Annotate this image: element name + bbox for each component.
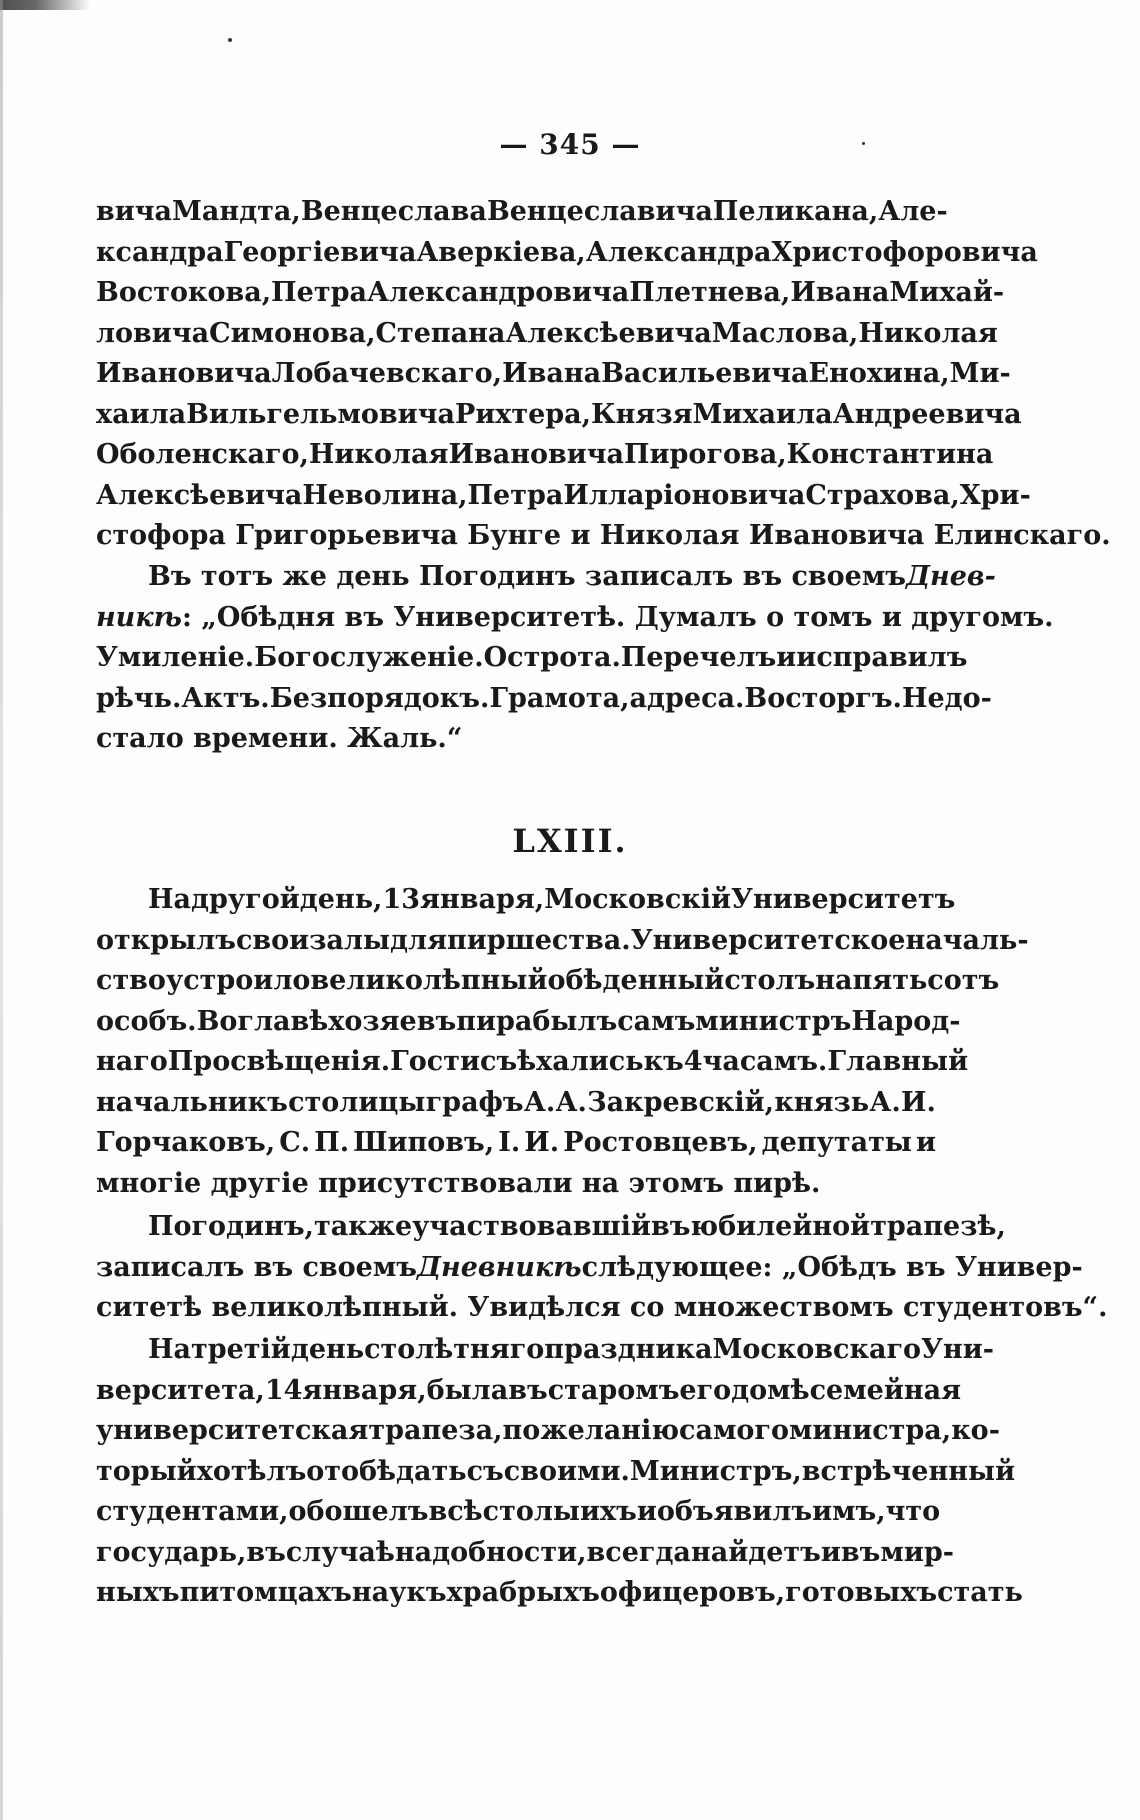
section-heading: LXIII. [512, 822, 628, 860]
word: по [502, 1415, 541, 1446]
word: Николая [858, 317, 998, 349]
word: мир- [880, 1536, 954, 1568]
word: Ростовцевъ, [563, 1127, 758, 1158]
word: съѣхались [480, 1046, 644, 1077]
word: была [426, 1374, 509, 1406]
word: Мандта, [172, 196, 301, 227]
italic-title: Дневникѣ [417, 1251, 582, 1283]
word: Рихтера, [454, 398, 592, 430]
text-line-rest: : „Обѣдня въ Университетѣ. Думалъ о томъ и другомъ. [181, 601, 1054, 633]
word: Петра [467, 479, 564, 511]
word: Васильевича [601, 358, 809, 389]
word: Не [901, 682, 945, 714]
word: Христофоровича [771, 236, 1038, 268]
word: Але- [878, 196, 948, 227]
word: часамъ. [702, 1046, 828, 1077]
word: министръ [695, 1005, 852, 1037]
word: рѣчь. [96, 682, 182, 714]
paragraph-diary [96, 557, 1054, 760]
text-line [96, 921, 1029, 962]
word: Петра [271, 277, 367, 308]
word: ловича [96, 317, 210, 349]
word: и [636, 1496, 657, 1527]
word: устроило [165, 965, 311, 996]
word: также [313, 1211, 413, 1242]
word: студентами, [96, 1496, 289, 1527]
text-line-content: сталo времени. Жаль.“ [96, 723, 463, 754]
word: въ [246, 1536, 286, 1568]
word: І. [498, 1127, 521, 1158]
text-line [96, 1533, 954, 1574]
text-line [96, 961, 1000, 1002]
word: января, [420, 884, 545, 915]
word: хозяевъ [328, 1005, 457, 1037]
word: Алексѣевича [96, 479, 303, 511]
word: Гости [390, 1046, 480, 1077]
word: Перечелъ [620, 642, 777, 673]
text-line [96, 1288, 1108, 1329]
word: С. [279, 1127, 311, 1158]
word: Илларіоновича [563, 479, 806, 511]
text-line [96, 719, 936, 760]
word: день, [299, 884, 383, 915]
word: Народ- [851, 1005, 961, 1037]
word: Симонова, [209, 317, 376, 349]
word: особъ. [96, 1005, 197, 1037]
text-line-content [96, 598, 1054, 639]
word: Маслова, [711, 317, 859, 349]
italic-title: Днев- [906, 561, 996, 592]
word: Московскій [544, 884, 732, 915]
text-line [96, 1164, 936, 1205]
word: столы [482, 1496, 580, 1527]
paragraph-pogodin-feast [96, 1207, 1108, 1329]
word: столицы [288, 1086, 426, 1118]
word: Оболенскаго, [96, 439, 309, 470]
word: А. [555, 1086, 587, 1118]
word: Московскаго [712, 1334, 922, 1365]
text-line [96, 1411, 1000, 1452]
text-line [96, 476, 1031, 517]
word: И. [900, 1086, 936, 1118]
paragraph-third-day [96, 1330, 1023, 1614]
text-line-content: записалъ въ своемъ [96, 1251, 418, 1283]
word: Острота. [483, 642, 621, 673]
text-line [96, 516, 1111, 557]
text-line [96, 1083, 936, 1124]
word: и [915, 1127, 936, 1158]
word: самъ [617, 1005, 696, 1037]
word: Безпорядокъ. [269, 682, 490, 714]
word: Алексѣевича [505, 317, 712, 349]
word: Пеликана, [712, 196, 879, 227]
word: ство [96, 965, 166, 996]
page-number: — 345 — [499, 128, 641, 161]
word: Венцеслава [300, 196, 487, 227]
word: трапеза, [368, 1415, 503, 1446]
word: адреса. [629, 682, 745, 714]
word: и [820, 1536, 841, 1568]
word: старомъ [547, 1374, 680, 1406]
word: великолѣпный [310, 965, 548, 996]
text-line [96, 233, 1038, 274]
text-line [96, 435, 994, 476]
word: питомцахъ [179, 1577, 352, 1608]
word: Министръ, [629, 1455, 802, 1487]
word: обѣденный [547, 965, 725, 996]
word: готовыхъ [785, 1577, 938, 1608]
word: 14 [264, 1374, 303, 1406]
word: ихъ [579, 1496, 637, 1527]
word: найдетъ [690, 1536, 821, 1568]
text-line [96, 1371, 962, 1412]
word: Князя [591, 398, 693, 430]
word: Умиленіе. [96, 642, 255, 673]
text-line-content: многіе другіе присутствовали на этомъ пирѣ. [96, 1167, 821, 1199]
word: Востокова, [96, 277, 272, 308]
text-line [96, 1042, 969, 1083]
word: Константина [786, 439, 994, 470]
word: въ [508, 1374, 548, 1406]
word: Степана [375, 317, 506, 349]
text-line [96, 1207, 1006, 1248]
word: въ [650, 1211, 691, 1242]
word: юбилейной [690, 1211, 871, 1242]
word: стать [937, 1577, 1023, 1608]
word: день [290, 1334, 365, 1365]
word: объявилъ [656, 1496, 813, 1527]
word: Михай- [889, 277, 1005, 308]
word: на [815, 965, 853, 996]
word: Аверкіева, [416, 236, 586, 268]
word: университетская [96, 1415, 369, 1446]
text-line [96, 1248, 1083, 1289]
text-line [96, 1452, 1016, 1493]
word: отобѣдать [306, 1455, 467, 1487]
word: Венцеславича [486, 196, 713, 227]
word: офицеровъ, [599, 1577, 786, 1608]
word: хаила [96, 398, 187, 430]
text-line-content: стофора Григорьевича Бунге и Николая Ивановича Елинскаго. [96, 520, 1111, 551]
word: ныхъ [96, 1577, 180, 1608]
word: А. [869, 1086, 901, 1118]
text-line [96, 557, 996, 598]
word: былъ [532, 1005, 618, 1037]
word: Восторгъ. [744, 682, 902, 714]
word: Неволина, [302, 479, 468, 511]
word: что [885, 1496, 941, 1527]
word: На [148, 884, 192, 915]
scan-edge [0, 0, 3, 1820]
word: праздника [544, 1334, 713, 1365]
word: другой [191, 884, 300, 915]
word: января, [302, 1374, 427, 1406]
word: Пирогова, [624, 439, 787, 470]
word: храбрыхъ [446, 1577, 600, 1608]
word: торый [96, 1455, 197, 1487]
text-line [96, 679, 992, 720]
word: Главный [827, 1046, 969, 1077]
word: Андреевича [832, 398, 1022, 430]
word: государь, [96, 1536, 247, 1568]
word: А. [523, 1086, 556, 1118]
text-line [96, 273, 1005, 314]
scan-speck [228, 38, 232, 42]
word: Александра [585, 236, 772, 268]
word: депутаты [761, 1127, 912, 1158]
text-line [96, 1492, 941, 1533]
word: участвовавшій [412, 1211, 651, 1242]
word: Уни- [921, 1334, 994, 1365]
word: 13 [382, 884, 421, 915]
word: случаѣ [285, 1536, 395, 1568]
word: съ [466, 1455, 504, 1487]
word: Енохина, [808, 358, 950, 389]
word: исправилъ [796, 642, 968, 673]
word: Хри- [959, 479, 1031, 511]
word: пятьсотъ [852, 965, 1000, 996]
text-line-content: Въ тотъ же день Погодинъ записалъ въ своемъ [148, 561, 906, 592]
word: Закревскій, [587, 1086, 775, 1118]
word: Ми- [949, 358, 1011, 389]
word: пиршества. [447, 924, 631, 956]
text-line [96, 598, 1054, 639]
word: Шиповъ, [353, 1127, 495, 1158]
word: начальникъ [96, 1086, 288, 1118]
word: самого [679, 1415, 789, 1446]
text-line [96, 314, 998, 355]
word: залы [309, 924, 391, 956]
word: наго [96, 1046, 168, 1077]
word: Вильгельмовича [186, 398, 455, 430]
word: столъ [724, 965, 816, 996]
word: Ивановича [96, 358, 272, 389]
paragraph-feast [96, 880, 1029, 1204]
text-line [96, 638, 968, 679]
word: желанію [540, 1415, 680, 1446]
word: Богослуженіе. [254, 642, 484, 673]
word: Ивановича [448, 439, 625, 470]
word: графъ [425, 1086, 524, 1118]
word: Погодинъ, [148, 1211, 314, 1242]
word: хотѣлъ [196, 1455, 307, 1487]
word: Во [196, 1005, 238, 1037]
word: вича [96, 196, 173, 227]
word: Страхова, [805, 479, 960, 511]
text-line [96, 192, 948, 233]
word: обошелъ [288, 1496, 429, 1527]
word: И. [524, 1127, 560, 1158]
paragraph-names [96, 192, 1111, 557]
word: Николая [308, 439, 449, 470]
word: Горчаковъ, [96, 1127, 276, 1158]
word: ко- [951, 1415, 1000, 1446]
word: Александровича [366, 277, 630, 308]
word: Грамота, [489, 682, 630, 714]
word: свои [235, 924, 310, 956]
word: На [148, 1334, 192, 1365]
word: встрѣченный [801, 1455, 1016, 1487]
word: 4 [683, 1046, 703, 1077]
word: трапезѣ, [870, 1211, 1006, 1242]
scan-artifact [0, 0, 90, 10]
word: къ [643, 1046, 684, 1077]
text-line [96, 1573, 1023, 1614]
word: столѣтняго [364, 1334, 545, 1365]
word: пира [456, 1005, 533, 1037]
word: имъ, [812, 1496, 886, 1527]
word: и [776, 642, 797, 673]
italic-title: никѣ [96, 601, 182, 633]
text-line [96, 1002, 961, 1043]
word: до- [944, 682, 992, 714]
word: открылъ [96, 924, 236, 956]
text-line [96, 354, 1011, 395]
word: верситета, [96, 1374, 265, 1406]
text-line [96, 880, 956, 921]
word: семейная [809, 1374, 962, 1406]
word: Просвѣщенія. [167, 1046, 391, 1077]
word: всегда [586, 1536, 691, 1568]
word: князь [774, 1086, 870, 1118]
word: Актъ. [181, 682, 270, 714]
word: Георгіевича [223, 236, 417, 268]
word: надобности, [394, 1536, 587, 1568]
word: въ [840, 1536, 881, 1568]
word: Плетнева, [629, 277, 791, 308]
word: ксандра [96, 236, 224, 268]
word: Михаила [692, 398, 833, 430]
word: Лобачевскаго, [271, 358, 503, 389]
word: началь- [905, 924, 1029, 956]
word: своими. [503, 1455, 630, 1487]
word: Ивана [502, 358, 602, 389]
word: наукъ [351, 1577, 447, 1608]
text-line-content: ситетѣ великолѣпный. Увидѣлся со множествомъ студентовъ“. [96, 1292, 1108, 1323]
text-line [96, 1123, 936, 1164]
text-line-content: слѣдующее: „Обѣдъ въ Универ- [581, 1251, 1083, 1283]
word: его [679, 1374, 732, 1406]
text-line [96, 1330, 994, 1371]
word: П. [314, 1127, 350, 1158]
word: для [390, 924, 448, 956]
word: Университетъ [731, 884, 956, 915]
word: домѣ [731, 1374, 810, 1406]
word: третій [191, 1334, 291, 1365]
word: Университетское [630, 924, 906, 956]
word: всѣ [428, 1496, 483, 1527]
word: главѣ [237, 1005, 329, 1037]
text-line [96, 395, 1022, 436]
word: Ивана [790, 277, 890, 308]
word: министра, [788, 1415, 952, 1446]
